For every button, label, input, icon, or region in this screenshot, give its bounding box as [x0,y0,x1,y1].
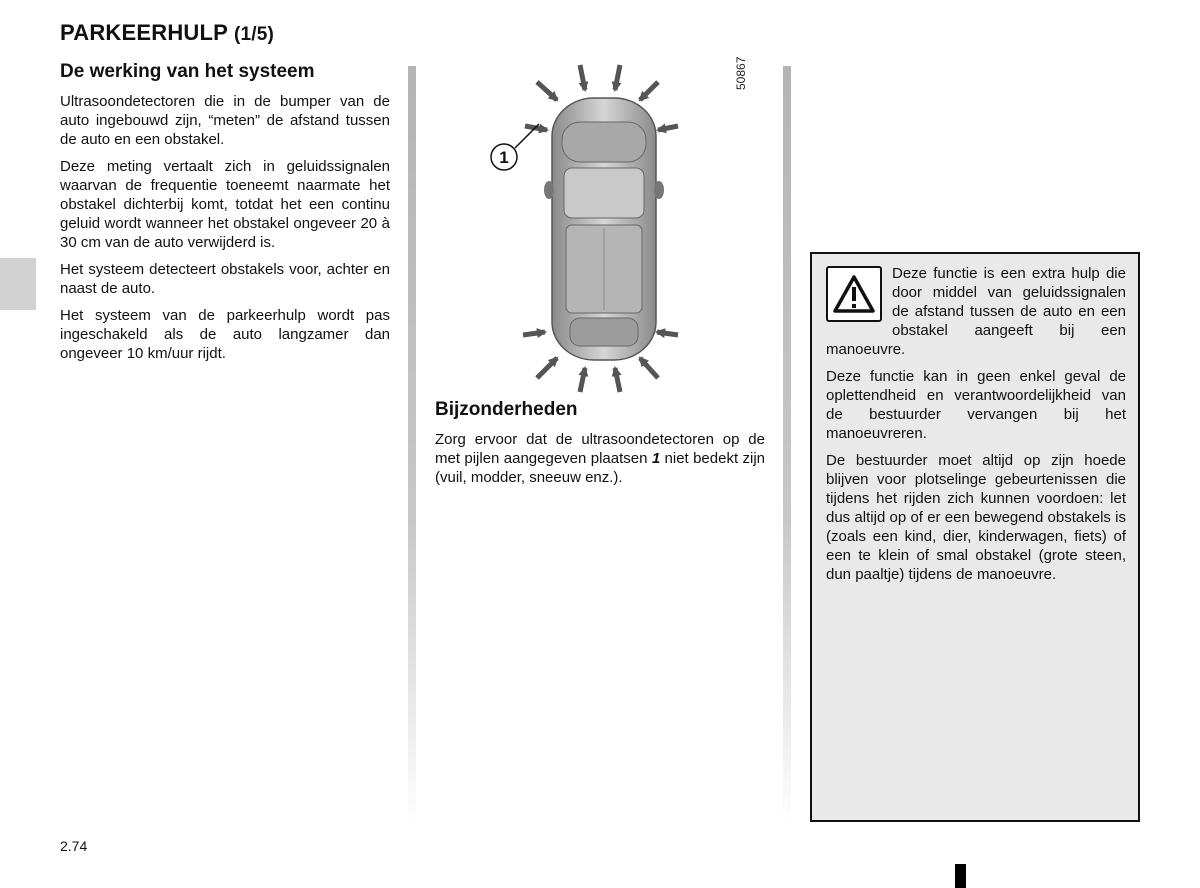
car-sensor-diagram [475,60,775,395]
warning-paragraph: De bestuurder moet altijd op zijn hoede blijven voor plotselinge gebeurtenissen die tijdens het rijden zich kunnen voordoen: let dus altijd op of er een bewegend obstakels is (zoals een kind, dier, kinderwagen, fiets) of een te klein of smal obstakel (grote steen, dun paaltje) tijdens de manoeuvre. [826,452,1126,583]
arrow-rear-4 [640,358,658,378]
paragraph-text: Zorg ervoor dat de ultrasoondetectoren op de met pijlen aangegeven plaatsen [435,431,765,467]
page-title-main: PARKEERHULP [60,20,228,45]
car-body [544,98,664,360]
arrow-front-1 [580,65,585,90]
column-divider-left [408,66,416,826]
paragraph: Deze meting vertaalt zich in geluidssignalen waarvan de frequentie toeneemt naarmate het obstakel dichterbij komt, totdat het een continu geluid wordt wanneer het obstakel ongeveer 20 à 30 cm van de auto verwijderd is. [60,158,390,251]
car-top-view-illustration [475,60,775,395]
arrow-front-side-right [658,126,678,130]
paragraph [435,430,765,487]
page-title [60,20,274,46]
paragraph: Ultrasoondetectoren die in de bumper van de auto ingebouwd zijn, “meten” de afstand tussen de auto en een obstakel. [60,93,390,148]
paragraph: Het systeem van de parkeerhulp wordt pas ingeschakeld als de auto langzamer dan ongeveer 10 km/uur rijdt. [60,307,390,362]
page-number: 2.74 [60,838,88,854]
paragraph-text: niet bedekt zijn (vuil, modder, sneeuw enz.). [435,450,765,486]
warning-box [810,252,1140,822]
arrow-rear-side-left [523,332,545,335]
callout-1 [491,124,539,170]
middle-column [435,400,765,495]
section-heading-operation: De werking van het systeem [60,61,315,82]
warning-triangle-icon [826,266,882,322]
left-column [60,62,390,371]
arrow-front-3 [537,82,557,100]
arrow-front-2 [615,65,620,90]
warning-text [826,264,1126,592]
arrow-front-4 [640,82,658,100]
figure-code: 50867 [734,56,748,90]
corner-mark [955,864,966,888]
arrow-rear-3 [537,358,557,378]
figure-reference: 1 [651,450,661,467]
arrow-rear-2 [615,368,620,392]
page-title-part: (1/5) [233,24,275,45]
section-heading-particulars: Bijzonderheden [435,399,578,420]
warning-paragraph: Deze functie is een extra hulp die door middel van geluidssignalen de afstand tussen de auto en een obstakel aangeeft bij een manoeuvre. [826,265,1126,358]
paragraph: Het systeem detecteert obstakels voor, achter en naast de auto. [60,261,390,297]
warning-paragraph: Deze functie kan in geen enkel geval de oplettendheid en verantwoordelijkheid van de bestuurder vervangen bij het manoeuvreren. [826,368,1126,442]
callout-number: 1 [499,148,509,167]
column-divider-right [783,66,791,826]
arrow-rear-side-right [657,332,678,335]
arrow-rear-1 [580,368,585,392]
chapter-tab [0,258,36,310]
